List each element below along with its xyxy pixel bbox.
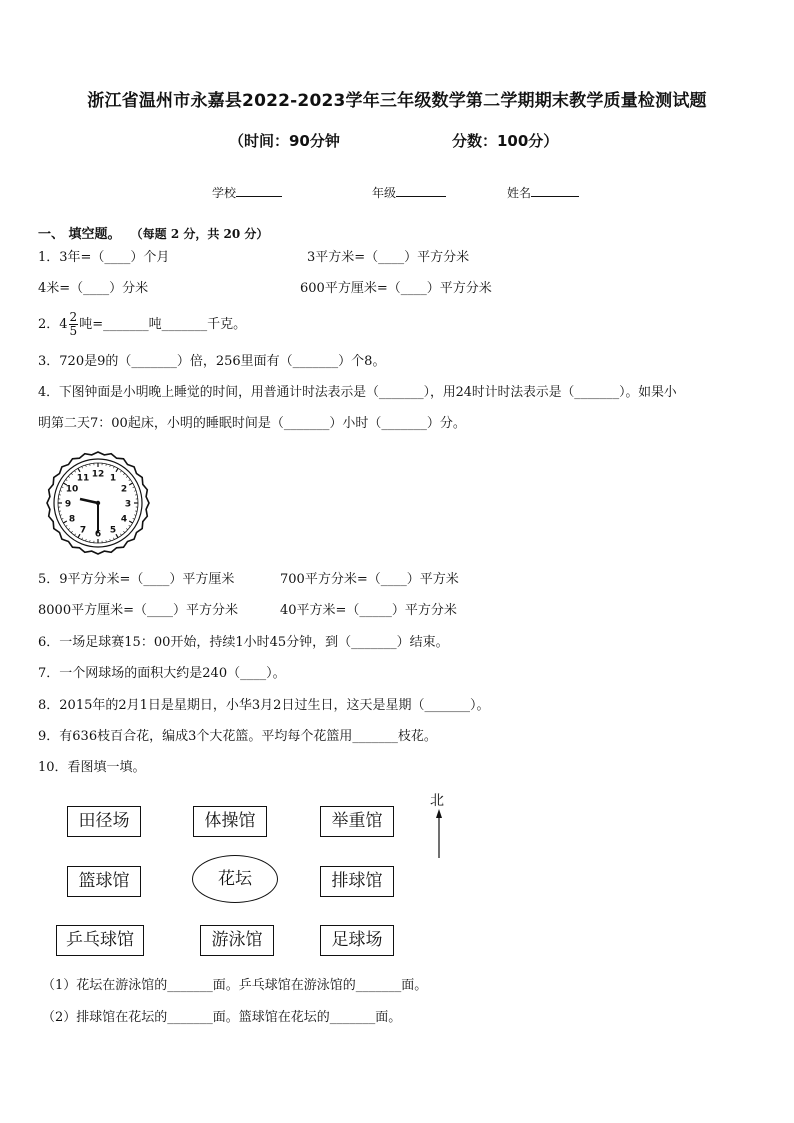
page-title: 浙江省温州市永嘉县2022-2023学年三年级数学第二学期期末教学质量检测试题 — [87, 91, 707, 111]
section-heading — [38, 223, 268, 242]
clock-tick — [129, 525, 131, 526]
clock-tick — [61, 487, 63, 488]
venue-pingpang: 乒乓球馆 — [56, 925, 144, 956]
clock-number: 3 — [124, 499, 132, 510]
clock-number: 12 — [91, 469, 105, 480]
clock-tick — [129, 521, 132, 523]
question-8: 8．2015年的2月1日是星期日，小华3月2日过生日，这天是星期（_______）。 — [38, 698, 490, 713]
question-2-rest: 吨=_______吨_______千克。 — [79, 317, 247, 332]
clock-number: 8 — [68, 514, 76, 525]
question-4-line2: 明第二天7：00起床，小明的睡眠时间是（_______）小时（_______）分。 — [38, 416, 466, 431]
venue-paiqiu: 排球馆 — [320, 866, 394, 897]
school-field[interactable] — [212, 183, 282, 201]
clock-tick — [66, 525, 68, 526]
question-10-sub1: （1）花坛在游泳馆的_______面。乒乓球馆在游泳馆的_______面。 — [42, 978, 428, 993]
section-label: 一、 填空题。 — [38, 227, 121, 242]
clock-tick — [61, 518, 63, 519]
fraction-denominator: 5 — [69, 324, 78, 338]
question-10-sub2: （2）排球馆在花坛的_______面。篮球馆在花坛的_______面。 — [42, 1010, 402, 1025]
clock-tick — [126, 476, 127, 477]
clock-tick — [71, 473, 72, 474]
section-note: （每题 2 分，共 20 分） — [130, 227, 269, 241]
question-4-line1: 4．下图钟面是小明晚上睡觉的时间，用普通计时法表示是（_______），用24时计时法表示是（_______）。如果小 — [38, 385, 677, 400]
question-5a: 5．9平方分米=（____）平方厘米 — [38, 572, 235, 587]
clock-tick — [68, 528, 69, 529]
grade-blank[interactable] — [396, 183, 446, 197]
clock-tick — [74, 471, 75, 473]
hour-hand — [80, 499, 98, 503]
clock-number: 6 — [94, 529, 102, 540]
fraction-numerator: 2 — [69, 310, 78, 324]
name-label: 姓名 — [507, 186, 532, 200]
clock-tick — [133, 518, 135, 519]
clock-number: 1 — [109, 473, 117, 484]
clock-number: 5 — [109, 525, 117, 536]
total-score: 分数：100分） — [452, 132, 559, 150]
clock-number: 9 — [64, 499, 72, 510]
clock-tick — [110, 539, 111, 541]
question-2 — [38, 308, 246, 342]
question-2-whole: 2．4 — [38, 317, 68, 332]
venue-lanqiu: 篮球馆 — [67, 866, 141, 897]
clock-tick — [63, 521, 66, 523]
time-limit: （时间：90分钟 — [229, 132, 340, 150]
clock-number: 11 — [76, 473, 90, 484]
venue-juzhong: 举重馆 — [320, 806, 394, 837]
north-arrow-icon — [432, 808, 446, 860]
question-5c: 8000平方厘米=（____）平方分米 — [38, 603, 238, 618]
name-blank[interactable] — [531, 183, 579, 197]
school-label: 学校 — [212, 186, 237, 200]
clock-tick — [116, 468, 118, 471]
clock-number: 2 — [120, 484, 128, 495]
clock-tick — [86, 465, 87, 467]
clock-tick — [126, 528, 127, 529]
clock-tick — [129, 483, 132, 485]
venue-ticao: 体操馆 — [193, 806, 267, 837]
question-5b: 700平方分米=（____）平方米 — [280, 572, 459, 587]
clock-number: 7 — [79, 525, 87, 536]
clock-tick — [129, 479, 131, 480]
clock-tick — [134, 515, 136, 516]
question-6: 6．一场足球赛15：00开始，持续1小时45分钟，到（_______）结束。 — [38, 635, 449, 650]
question-2-fraction — [69, 311, 79, 338]
question-1c: 4米=（____）分米 — [38, 281, 149, 296]
clock-tick — [133, 487, 135, 488]
name-field[interactable] — [507, 183, 579, 201]
clock-tick — [113, 538, 114, 540]
clock-tick — [60, 491, 62, 492]
venue-tianjing: 田径场 — [67, 806, 141, 837]
clock-number: 10 — [65, 484, 79, 495]
clock-tick — [74, 534, 75, 536]
question-9: 9．有636枝百合花，编成3个大花篮。平均每个花篮用_______枝花。 — [38, 729, 437, 744]
question-5d: 40平方米=（_____）平方分米 — [280, 603, 457, 618]
clock-tick — [110, 465, 111, 467]
clock-tick — [78, 468, 80, 471]
clock-tick — [120, 534, 121, 536]
question-1b: 3平方米=（____）平方分米 — [307, 250, 470, 265]
venue-huatan: 花坛 — [192, 855, 278, 903]
clock-tick — [113, 466, 114, 468]
clock-tick — [68, 476, 69, 477]
clock-center — [96, 501, 100, 505]
question-3: 3．720是9的（_______）倍，256里面有（_______）个8。 — [38, 354, 386, 369]
clock-tick — [82, 466, 83, 468]
grade-field[interactable] — [372, 183, 446, 201]
clock-number: 4 — [120, 514, 128, 525]
clock-tick — [60, 515, 62, 516]
clock-tick — [134, 491, 136, 492]
clock-tick — [116, 534, 118, 537]
grade-label: 年级 — [372, 186, 397, 200]
clock-tick — [71, 531, 72, 532]
clock-tick — [120, 471, 121, 473]
venue-zuqiu: 足球场 — [320, 925, 394, 956]
question-7: 7．一个网球场的面积大约是240（____）。 — [38, 666, 286, 681]
north-label: 北 — [430, 793, 444, 809]
venue-youyong: 游泳馆 — [200, 925, 274, 956]
clock-tick — [66, 479, 68, 480]
clock-face — [44, 451, 152, 555]
clock-tick — [86, 539, 87, 541]
clock-tick — [82, 538, 83, 540]
question-1a: 1．3年=（____）个月 — [38, 250, 170, 265]
question-1d: 600平方厘米=（____）平方分米 — [300, 281, 492, 296]
clock-tick — [123, 531, 124, 532]
question-10: 10．看图填一填。 — [38, 760, 146, 775]
clock-tick — [123, 473, 124, 474]
school-blank[interactable] — [236, 183, 282, 197]
